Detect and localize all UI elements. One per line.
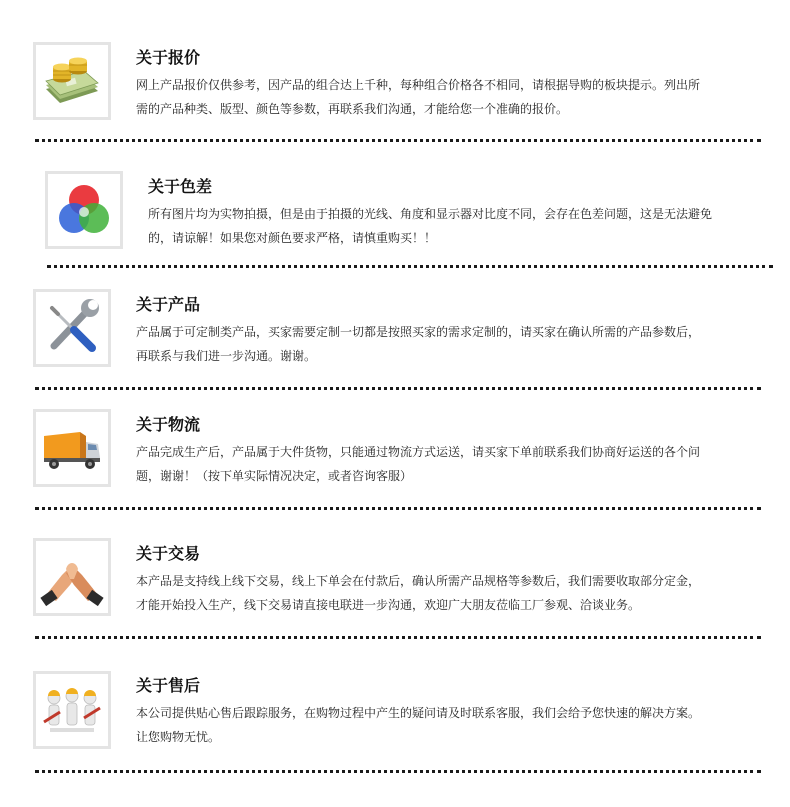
section-body [148, 202, 712, 250]
section-body-line: 才能开始投入生产，线下交易请直接电联进一步沟通，欢迎广大朋友莅临工厂参观、洽谈业务。 [136, 598, 641, 612]
section-body [136, 440, 700, 488]
section-divider [35, 770, 761, 773]
truck-icon [40, 416, 104, 480]
section-title: 关于物流 [136, 415, 201, 434]
handshake-icon [40, 545, 104, 609]
section-body-line: 让您购物无忧。 [136, 730, 221, 744]
thumb-logistics [33, 409, 111, 487]
section-body-line: 网上产品报价仅供参考，因产品的组合达上千种，每种组合价格各不相同，请根据导购的板块提示。列出所 [136, 78, 701, 92]
section-body-line: 产品属于可定制类产品，买家需要定制一切都是按照买家的需求定制的，请买家在确认所需的产品参数后， [136, 325, 701, 339]
section-divider [35, 139, 761, 142]
thumb-aftersale [33, 671, 111, 749]
section-body [136, 701, 700, 749]
section-title: 关于色差 [148, 177, 213, 196]
section-body [136, 320, 700, 368]
section-body-line: 本公司提供贴心售后跟踪服务，在购物过程中产生的疑问请及时联系客服，我们会给予您快速的解决方案。 [136, 706, 701, 720]
section-body-line: 产品完成生产后，产品属于大件货物，只能通过物流方式运送，请买家下单前联系我们协商好运送的各个问 [136, 445, 701, 459]
section-divider [35, 387, 761, 390]
section-divider [47, 265, 773, 268]
thumb-trade [33, 538, 111, 616]
tools-icon [40, 296, 104, 360]
section-body [136, 569, 700, 617]
section-body [136, 73, 700, 121]
section-divider [35, 507, 761, 510]
section-body-line: 再联系与我们进一步沟通。谢谢。 [136, 349, 317, 363]
section-title: 关于产品 [136, 295, 201, 314]
workers-icon [40, 678, 104, 742]
thumb-product [33, 289, 111, 367]
section-title: 关于报价 [136, 48, 201, 67]
section-title: 关于售后 [136, 676, 201, 695]
section-body-line: 需的产品种类、版型、颜色等参数，再联系我们沟通，才能给您一个准确的报价。 [136, 102, 569, 116]
section-body-line: 本产品是支持线上线下交易，线上下单会在付款后，确认所需产品规格等参数后，我们需要收取部分定金， [136, 574, 701, 588]
section-divider [35, 636, 761, 639]
thumb-color [45, 171, 123, 249]
section-body-line: 的，请谅解！如果您对颜色要求严格，请慎重购买！！ [148, 231, 437, 245]
money-icon [40, 49, 104, 113]
section-body-line: 题，谢谢！（按下单实际情况决定，或者咨询客服） [136, 469, 413, 483]
color-circles-icon [52, 178, 116, 242]
section-title: 关于交易 [136, 544, 201, 563]
section-body-line: 所有图片均为实物拍摄，但是由于拍摄的光线、角度和显示器对比度不同，会存在色差问题，这是无法避免 [148, 207, 713, 221]
thumb-quote [33, 42, 111, 120]
